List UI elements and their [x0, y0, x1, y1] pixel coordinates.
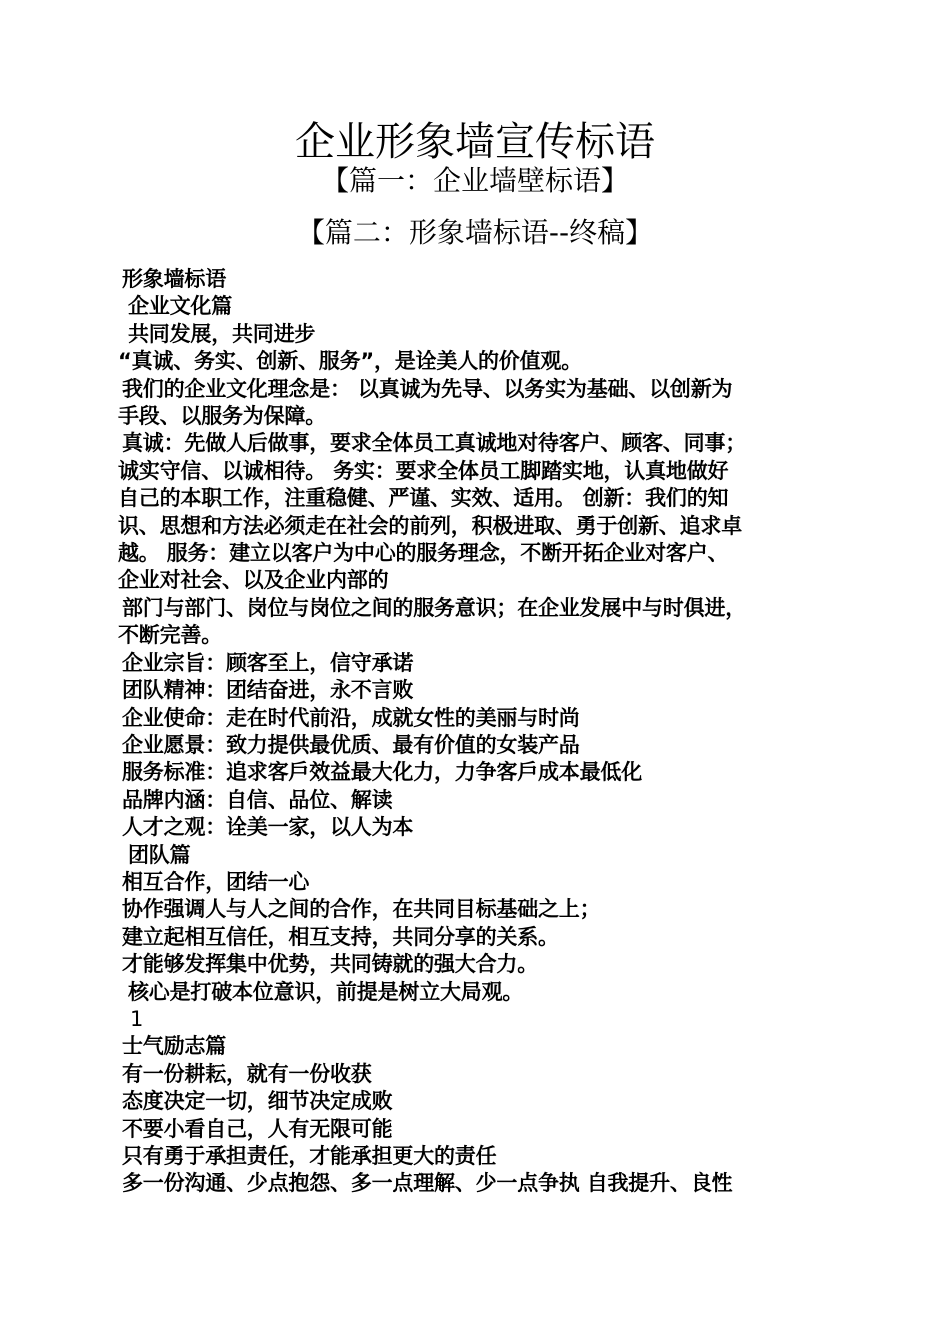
text-line: 不断完善。: [118, 623, 222, 648]
text-line: 多一份沟通、少点抱怨、多一点理解、少一点争执 自我提升、良性: [122, 1171, 733, 1196]
text-line: 协作强调人与人之间的合作，在共同目标基础之上；: [122, 897, 601, 922]
section-heading: 士气励志篇: [122, 1034, 226, 1059]
section-heading: 团队篇: [128, 842, 191, 867]
page-number: 1: [130, 1006, 144, 1031]
text-line: 手段、以服务为保障。: [118, 404, 326, 429]
text-line: 我们的企业文化理念是： 以真诚为先导、以务实为基础、以创新为: [122, 376, 733, 401]
subtitle-part-one: 【篇一：企业墙壁标语】: [320, 164, 629, 197]
text-line: 识、思想和方法必须走在社会的前列，积极进取、勇于创新、追求卓: [118, 513, 742, 538]
text-line: 诚实守信、以诚相待。 务实：要求全体员工脚踏实地，认真地做好: [118, 458, 729, 483]
text-line: 有一份耕耘，就有一份收获: [122, 1061, 372, 1086]
section-heading: 企业文化篇: [128, 294, 232, 319]
text-line: 建立起相互信任，相互支持，共同分享的关系。: [122, 924, 559, 949]
text-line: 团队精神：团结奋进，永不言败: [122, 678, 414, 703]
text-line: 真诚：先做人后做事，要求全体员工真诚地对待客户、顾客、同事；: [122, 431, 746, 456]
text-line: 部门与部门、岗位与岗位之间的服务意识；在企业发展中与时俱进，: [122, 595, 746, 620]
text-line: 服务标准：追求客戶效益最大化力，力争客戶成本最低化: [122, 760, 642, 785]
subtitle-part-two: 【篇二：形象墙标语--终稿】: [296, 216, 654, 249]
text-line: 越。 服务：建立以客户为中心的服务理念，不断开拓企业对客户、: [118, 541, 729, 566]
text-line: 企业对社会、以及企业内部的: [118, 568, 389, 593]
text-line: 形象墙标语: [122, 267, 226, 291]
text-line: 核心是打破本位意识，前提是树立大局观。: [128, 979, 524, 1004]
text-line: 品牌内涵：自信、品位、解读: [122, 787, 393, 812]
text-line: 相互合作，团结一心: [122, 869, 310, 894]
text-line: 共同发展，共同进步: [128, 321, 316, 346]
text-line: 不要小看自己，人有无限可能: [122, 1116, 393, 1141]
text-line: 自己的本职工作，注重稳健、严谨、实效、适用。 创新：我们的知: [118, 486, 729, 511]
text-line: 企业使命：走在时代前沿，成就女性的美丽与时尚: [122, 705, 580, 730]
document-title: 企业形象墙宣传标语: [295, 119, 655, 165]
text-line: 态度决定一切，细节决定成败: [122, 1089, 393, 1114]
document-body: [118, 266, 840, 1198]
text-line: “真诚、务实、创新、服务”，是诠美人的价值观。: [118, 349, 583, 374]
text-line: 企业愿景：致力提供最优质、最有价值的女装产品: [122, 732, 580, 757]
text-line: 只有勇于承担责任，才能承担更大的责任: [122, 1144, 497, 1168]
text-line: 才能够发挥集中优势，共同铸就的强大合力。: [122, 952, 538, 977]
text-line: 企业宗旨：顾客至上，信守承诺: [122, 650, 414, 675]
text-line: 人才之观：诠美一家，以人为本: [122, 815, 414, 840]
